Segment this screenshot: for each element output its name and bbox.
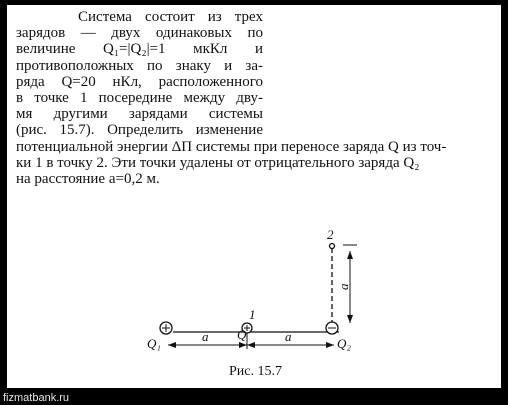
- point-1-label: 1: [249, 307, 256, 322]
- text-line: (рис. 15.7). Определить изменение: [16, 122, 263, 139]
- q1-label: Q₁: [147, 336, 161, 351]
- distance-a-vertical: a: [336, 283, 351, 290]
- text-line: на расстояние a=0,2 м.: [16, 171, 160, 188]
- q2-label: Q₂: [337, 336, 351, 351]
- text-line: величине Q₁=|Q₂|=1 мкКл и: [16, 41, 263, 58]
- q-label: Q: [237, 327, 247, 342]
- distance-a-horizontal-left: a: [202, 329, 209, 344]
- text-line: противоположных по знаку и за-: [16, 57, 263, 74]
- text-line: в точке 1 посередине между дву-: [16, 90, 263, 107]
- point-2-label: 2: [327, 227, 334, 242]
- text-line: ки 1 в точку 2. Эти точки удалены от отрицательного заряда Q₂: [16, 154, 420, 171]
- distance-a-horizontal-right: a: [285, 329, 292, 344]
- point-2-marker: [330, 244, 335, 249]
- text-line: мя другими зарядами системы: [16, 106, 263, 123]
- figure-caption: Рис. 15.7: [229, 364, 282, 379]
- watermark: fizmatbank.ru: [3, 392, 70, 404]
- text-line: ряда Q=20 нКл, расположенного: [16, 73, 263, 90]
- page: [7, 5, 501, 388]
- text-line: зарядов — двух одинаковых по: [16, 25, 263, 42]
- text-line: потенциальной энергии ΔП системы при переносе заряда Q из точ-: [16, 138, 447, 155]
- charge-diagram: [7, 5, 501, 388]
- text-line: Система состоит из трех: [78, 9, 263, 25]
